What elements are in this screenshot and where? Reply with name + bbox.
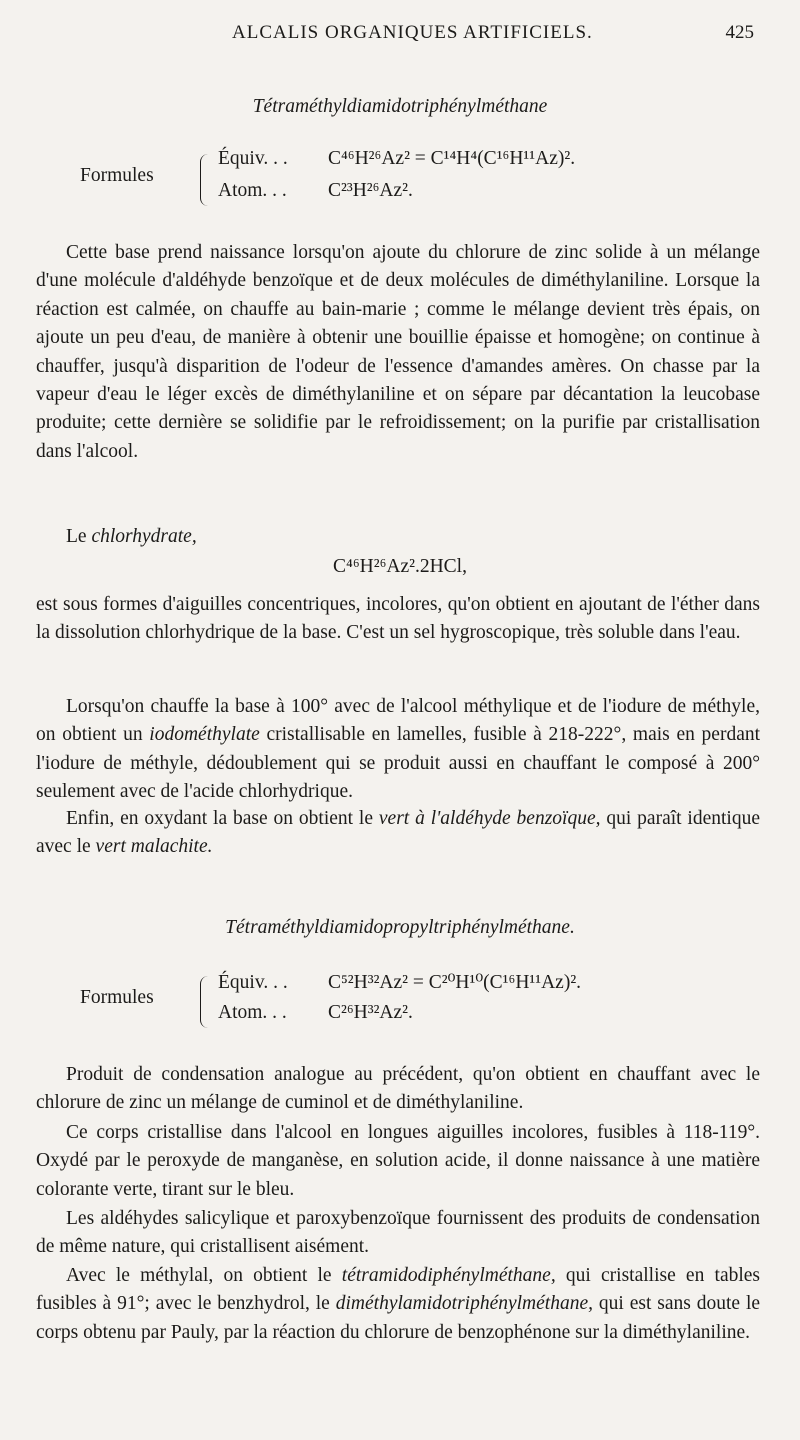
paragraph-aldehydes: Les aldéhydes salicylique et paroxybenzoïque fournissent des produits de condensation de même nature, qui cristallisent aisément.	[36, 1208, 760, 1258]
text-a: Avec le méthylal, on obtient le	[66, 1265, 332, 1286]
text-b: qui cristallise en tables fusibles à 91°; avec le benzhydrol, le	[36, 1265, 761, 1315]
section-title-2: Tétraméthyldiamidopropyltriphénylméthane.	[225, 917, 575, 938]
page-number: 425	[725, 22, 754, 43]
paragraph-cristallisation: Ce corps cristallise dans l'alcool en longues aiguilles incolores, fusibles à 118-119°. Oxydé par le peroxyde de manganèse, en solution acide, il donne naissance à une matière colorante verte, tirant sur le bleu.	[36, 1122, 760, 1200]
formula-atom-row	[218, 180, 413, 202]
term-vert-malachite: vert malachite.	[95, 836, 213, 858]
paragraph-condensation: Produit de condensation analogue au précédent, qu'on obtient en chauffant avec le chlorure de zinc un mélange de cuminol et de diméthylaniline.	[36, 1064, 760, 1114]
atom-label: Atom. . .	[218, 1002, 287, 1023]
paragraph-chlorhydrate-desc: est sous formes d'aiguilles concentriques, incolores, qu'on obtient en ajoutant de l'éther dans la dissolution chlorhydrique de la base. C'est un sel hygroscopique, très soluble dans l'eau.	[36, 594, 760, 644]
equiv-formula: C⁵²H³²Az² = C²⁰H¹⁰(C¹⁶H¹¹Az)².	[328, 972, 582, 993]
text-c: qui est sans doute le corps obtenu par Pauly, par la réaction du chlorure de benzophénone sur la diméthylaniline.	[36, 1293, 761, 1343]
formula-label: Formules	[80, 987, 154, 1008]
equiv-label: Équiv. . .	[218, 148, 288, 169]
formula-label: Formules	[80, 165, 154, 186]
term-dimethylamidotriphenylmethane: diméthylamidotriphénylméthane,	[335, 1293, 593, 1315]
formula-block-2	[80, 970, 730, 1034]
formula-equiv-row	[218, 148, 575, 170]
text-a: Enfin, en oxydant la base on obtient le	[66, 808, 374, 829]
formula-atom-row	[218, 1002, 413, 1024]
paragraph-preparation: Cette base prend naissance lorsqu'on ajoute du chlorure de zinc solide à un mélange d'une molécule d'aldéhyde benzoïque et de deux molécules de diméthylaniline. Lorsque la réaction est calmée, on chauffe au bain-marie ; comme le mélange devient très épais, on ajoute un peu d'eau, de manière à obtenir une bouillie épaisse et homogène; on continue à chauffer, jusqu'à disparition de l'odeur de l'essence d'amandes amères. On chasse par la vapeur d'eau le léger excès de diméthylaniline et on sépare par décantation la leucobase produite; cette dernière se solidifie par le refroidissement; on la purifie par cristallisation dans l'alcool.	[36, 242, 760, 462]
paragraph-chlorhydrate-lead	[36, 523, 760, 551]
equiv-label: Équiv. . .	[218, 972, 288, 993]
text-b: qui paraît identique avec le	[36, 808, 760, 858]
running-header	[0, 22, 800, 48]
equiv-formula: C⁴⁶H²⁶Az² = C¹⁴H⁴(C¹⁶H¹¹Az)².	[328, 148, 576, 169]
formula-equiv-row	[218, 970, 581, 994]
term-chlorhydrate: chlorhydrate,	[91, 526, 197, 547]
brace-icon	[200, 154, 210, 206]
paragraph-oxydation	[36, 805, 760, 862]
term-vert-aldehyde: vert à l'aldéhyde benzoïque,	[378, 808, 601, 829]
text-lead: Le	[66, 526, 87, 547]
atom-formula: C²⁶H³²Az².	[328, 1002, 413, 1023]
term-iodomethylate: iodométhylate	[149, 724, 260, 746]
atom-label: Atom. . .	[218, 180, 287, 201]
atom-formula: C²³H²⁶Az².	[328, 180, 413, 201]
text-a: Lorsqu'on chauffe la base à 100° avec de l'alcool méthylique et de l'iodure de méthyle, on obtient un	[36, 696, 760, 746]
header-title: ALCALIS ORGANIQUES ARTIFICIELS.	[232, 22, 593, 43]
chlorhydrate-formula: C⁴⁶H²⁶Az².2HCl,	[333, 556, 467, 577]
paragraph-methylal	[36, 1262, 760, 1347]
text-b: cristallisable en lamelles, fusible à 218-222°, mais en perdant l'iodure de méthyle, dédoublement qui se produit aussi en chauffant le composé à 200° seulement avec de l'acide chlorhydrique.	[36, 724, 761, 803]
term-tetramidodiphenylmethane: tétramidodiphénylméthane,	[341, 1265, 556, 1286]
section-title-1: Tétraméthyldiamidotriphénylméthane	[252, 96, 548, 117]
formula-block-1	[80, 148, 730, 212]
paragraph-iodomethylate	[36, 693, 760, 807]
brace-icon	[200, 976, 210, 1028]
